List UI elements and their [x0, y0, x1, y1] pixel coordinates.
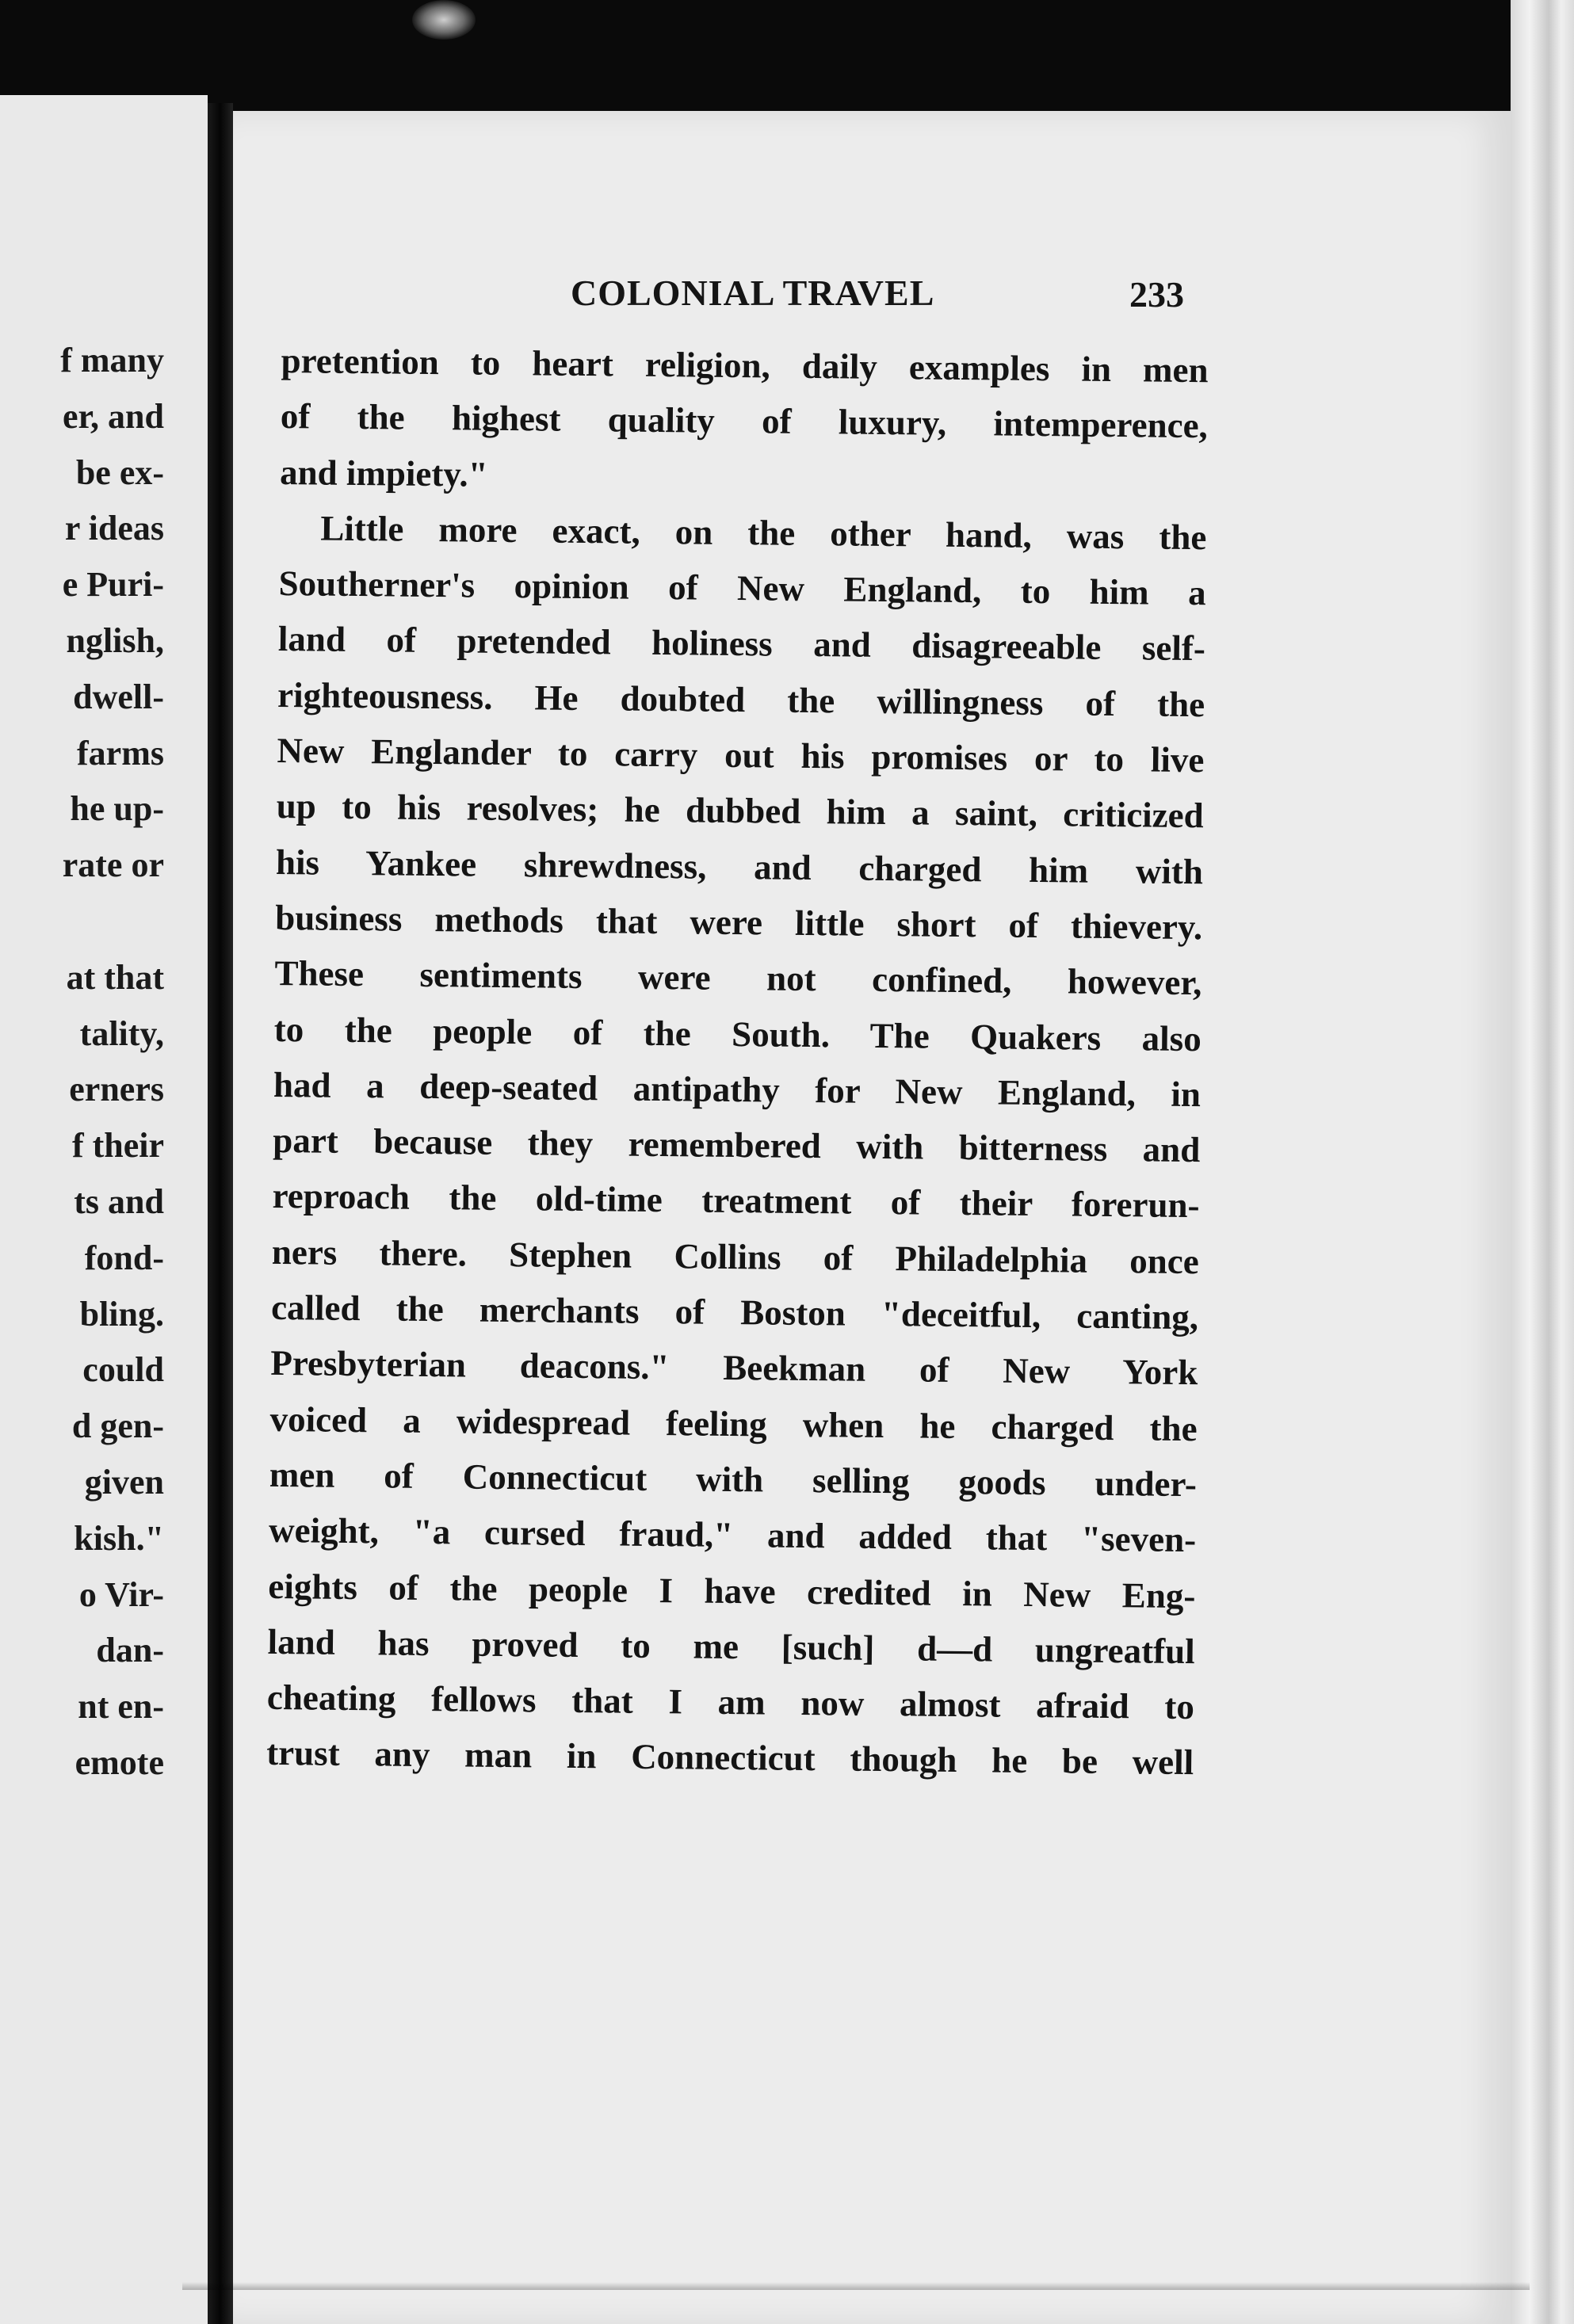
body-text [266, 333, 1209, 1791]
page-number: 233 [1129, 274, 1184, 315]
text-line: to the people of the South. The Quakers also [273, 1009, 1202, 1059]
facing-line: rate or [62, 845, 164, 885]
text-line: Little more exact, on the other hand, was the [320, 508, 1207, 558]
text-line: ners there. Stephen Collins of Philadelphia once [271, 1231, 1200, 1281]
text-line: New Englander to carry out his promises or to live [277, 731, 1205, 780]
book-gutter [208, 103, 233, 2324]
text-line: had a deep-seated antipathy for New England, in [273, 1064, 1202, 1115]
text-line: land of pretended holiness and disagreeable self- [277, 619, 1206, 669]
facing-line: given [84, 1462, 164, 1502]
facing-line: erners [69, 1070, 164, 1109]
text-line: called the merchants of Boston "deceitful, canting, [270, 1287, 1199, 1338]
facing-line: be ex- [75, 452, 164, 492]
facing-line: d gen- [71, 1406, 164, 1446]
facing-line: nglish, [66, 620, 164, 660]
facing-line: bling. [79, 1294, 164, 1334]
facing-page-text [60, 333, 164, 1792]
facing-line: farms [77, 733, 164, 773]
facing-line: er, and [63, 396, 164, 436]
facing-line: f their [71, 1126, 164, 1166]
text-line: trust any man in Connecticut though he be well [266, 1733, 1194, 1783]
text-line: land has proved to me [such] d—d ungreatful [267, 1621, 1195, 1671]
facing-line: r ideas [64, 509, 164, 548]
text-line: Presbyterian deacons." Beekman of New York [270, 1343, 1198, 1393]
text-line: his Yankee shrewdness, and charged him with [275, 841, 1204, 891]
facing-line: kish." [74, 1518, 164, 1558]
facing-line: emote [74, 1742, 164, 1782]
facing-line: dwell- [73, 677, 164, 716]
text-line: righteousness. He doubted the willingness of the [277, 674, 1205, 725]
text-line: weight, "a cursed fraud," and added that "seven- [268, 1510, 1197, 1560]
text-line: eights of the people I have credited in New Eng- [268, 1566, 1196, 1616]
facing-page-left [0, 95, 208, 2324]
text-line: pretention to heart religion, daily examples in men [281, 340, 1209, 391]
facing-line: fond- [84, 1238, 164, 1277]
facing-line: o Vir- [78, 1574, 164, 1614]
text-line: up to his resolves; he dubbed him a saint, criticized [276, 786, 1204, 836]
running-head: COLONIAL TRAVEL [571, 273, 935, 313]
facing-line: ts and [74, 1181, 164, 1221]
text-line: men of Connecticut with selling goods under- [269, 1454, 1198, 1505]
text-line: business methods that were little short of thievery. [275, 897, 1203, 948]
facing-line: he up- [70, 789, 164, 829]
text-line: Southerner's opinion of New England, to him a [278, 563, 1206, 613]
text-line: voiced a widespread feeling when he charged the [269, 1399, 1198, 1448]
facing-line [60, 894, 164, 950]
page-edge [1511, 0, 1574, 2324]
facing-line: could [82, 1350, 164, 1390]
scan-glare [412, 0, 476, 40]
text-line: reproach the old-time treatment of their forerun- [272, 1176, 1200, 1226]
facing-line: nt en- [78, 1687, 164, 1727]
text-line: and impiety." [279, 452, 488, 494]
page-bottom-shadow [182, 2282, 1530, 2290]
facing-line: e Puri- [62, 565, 164, 605]
text-line: part because they remembered with bitterness and [273, 1120, 1201, 1170]
facing-line: f many [60, 341, 164, 380]
facing-line: tality, [79, 1013, 164, 1053]
text-line: These sentiments were not confined, however, [274, 953, 1202, 1003]
text-line: of the highest quality of luxury, intemperence, [280, 396, 1209, 446]
facing-line: at that [66, 957, 164, 997]
scan-top-border [0, 0, 1574, 119]
facing-line: dan- [96, 1631, 164, 1670]
text-line: cheating fellows that I am now almost afraid to [266, 1677, 1195, 1727]
